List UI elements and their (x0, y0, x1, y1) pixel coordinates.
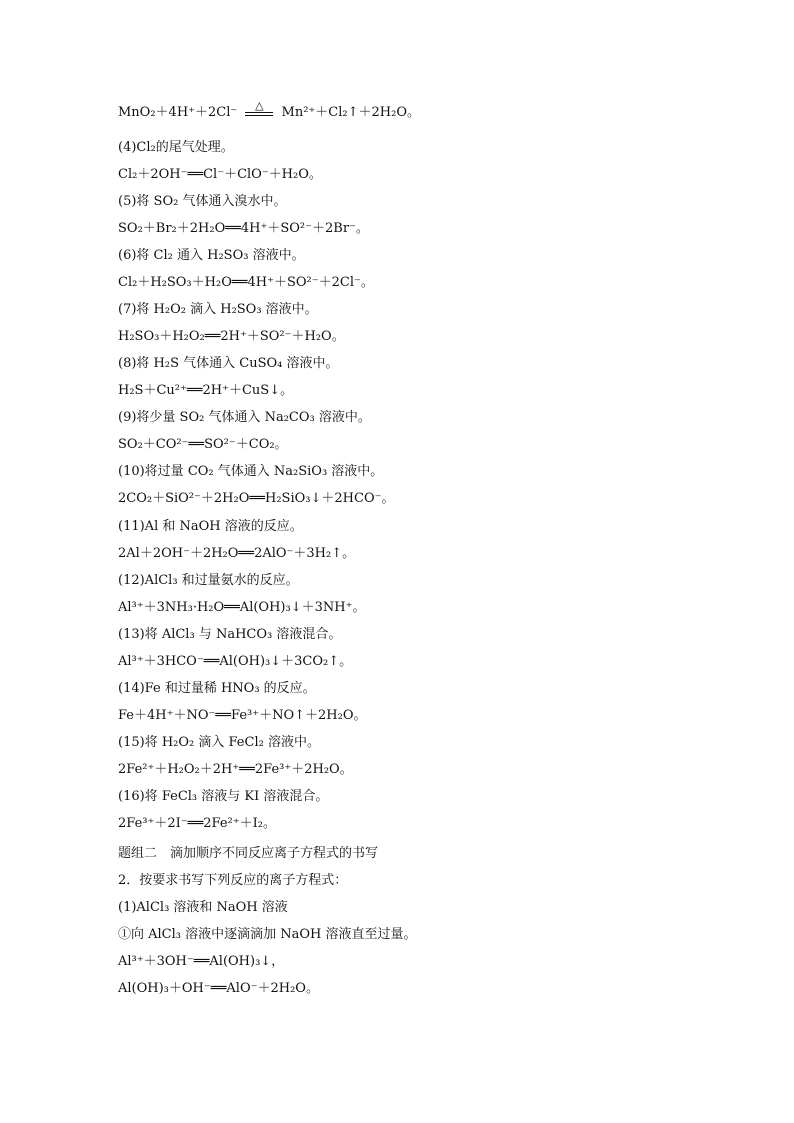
text-line: (8)将 H₂S 气体通入 CuSO₄ 溶液中。 (118, 356, 339, 371)
text-line: (10)将过量 CO₂ 气体通入 Na₂SiO₃ 溶液中。 (118, 464, 384, 479)
text-line: (11)Al 和 NaOH 溶液的反应。 (118, 519, 303, 534)
equation-line: 2CO₂＋SiO²⁻＋2H₂O══H₂SiO₃↓＋2HCO⁻。 (118, 491, 395, 506)
text-line: (15)将 H₂O₂ 滴入 FeCl₂ 溶液中。 (118, 735, 320, 750)
equation-line: Al³⁺＋3HCO⁻══Al(OH)₃↓＋3CO₂↑。 (118, 654, 353, 669)
text-line: (1)AlCl₃ 溶液和 NaOH 溶液 (118, 900, 288, 915)
text-line: (9)将少量 SO₂ 气体通入 Na₂CO₃ 溶液中。 (118, 410, 371, 425)
equation-mno2-hcl (118, 99, 420, 122)
equation-line: Cl₂＋H₂SO₃＋H₂O══4H⁺＋SO²⁻＋2Cl⁻。 (118, 275, 374, 290)
equation-line: 2Al＋2OH⁻＋2H₂O══2AlO⁻＋3H₂↑。 (118, 546, 356, 561)
text-line: (7)将 H₂O₂ 滴入 H₂SO₃ 溶液中。 (118, 302, 318, 317)
equals-sign (245, 112, 273, 116)
text-line: (4)Cl₂的尾气处理。 (118, 140, 234, 155)
equation-line: 2Fe²⁺＋H₂O₂＋2H⁺══2Fe³⁺＋2H₂O。 (118, 762, 353, 777)
equation-line: Al³⁺＋3OH⁻══Al(OH)₃↓， (118, 954, 285, 969)
section-heading: 题组二 滴加顺序不同反应离子方程式的书写 (118, 846, 379, 861)
text-line: (6)将 Cl₂ 通入 H₂SO₃ 溶液中。 (118, 248, 305, 263)
equation-line: Al(OH)₃＋OH⁻══AlO⁻＋2H₂O。 (118, 981, 319, 996)
text-line: (13)将 AlCl₃ 与 NaHCO₃ 溶液混合。 (118, 627, 342, 642)
heating-condition (245, 101, 273, 116)
equation-line: H₂S＋Cu²⁺══2H⁺＋CuS↓。 (118, 383, 294, 398)
equation-reactants: MnO₂＋4H⁺＋2Cl⁻ (118, 105, 238, 120)
equation-line: 2Fe³⁺＋2I⁻══2Fe²⁺＋I₂。 (118, 816, 276, 831)
equation-line: H₂SO₃＋H₂O₂══2H⁺＋SO²⁻＋H₂O。 (118, 329, 345, 344)
equation-products: Mn²⁺＋Cl₂↑＋2H₂O。 (281, 105, 420, 120)
text-line: (16)将 FeCl₃ 溶液与 KI 溶液混合。 (118, 789, 329, 804)
equation-line: SO₂＋Br₂＋2H₂O══4H⁺＋SO²⁻＋2Br⁻。 (118, 221, 369, 236)
equation-line: SO₂＋CO²⁻══SO²⁻＋CO₂。 (118, 437, 288, 452)
heat-triangle-icon: △ (255, 99, 264, 112)
question-line: 2．按要求书写下列反应的离子方程式： (118, 873, 348, 888)
equation-line: Al³⁺＋3NH₃·H₂O══Al(OH)₃↓＋3NH⁺。 (118, 600, 366, 615)
text-line: ①向 AlCl₃ 溶液中逐滴滴加 NaOH 溶液直至过量。 (118, 927, 417, 942)
equation-line: Cl₂＋2OH⁻══Cl⁻＋ClO⁻＋H₂O。 (118, 167, 322, 182)
text-line: (14)Fe 和过量稀 HNO₃ 的反应。 (118, 681, 316, 696)
text-line: (12)AlCl₃ 和过量氨水的反应。 (118, 573, 299, 588)
equation-line: Fe＋4H⁺＋NO⁻══Fe³⁺＋NO↑＋2H₂O。 (118, 708, 367, 723)
text-line: (5)将 SO₂ 气体通入溴水中。 (118, 194, 287, 209)
